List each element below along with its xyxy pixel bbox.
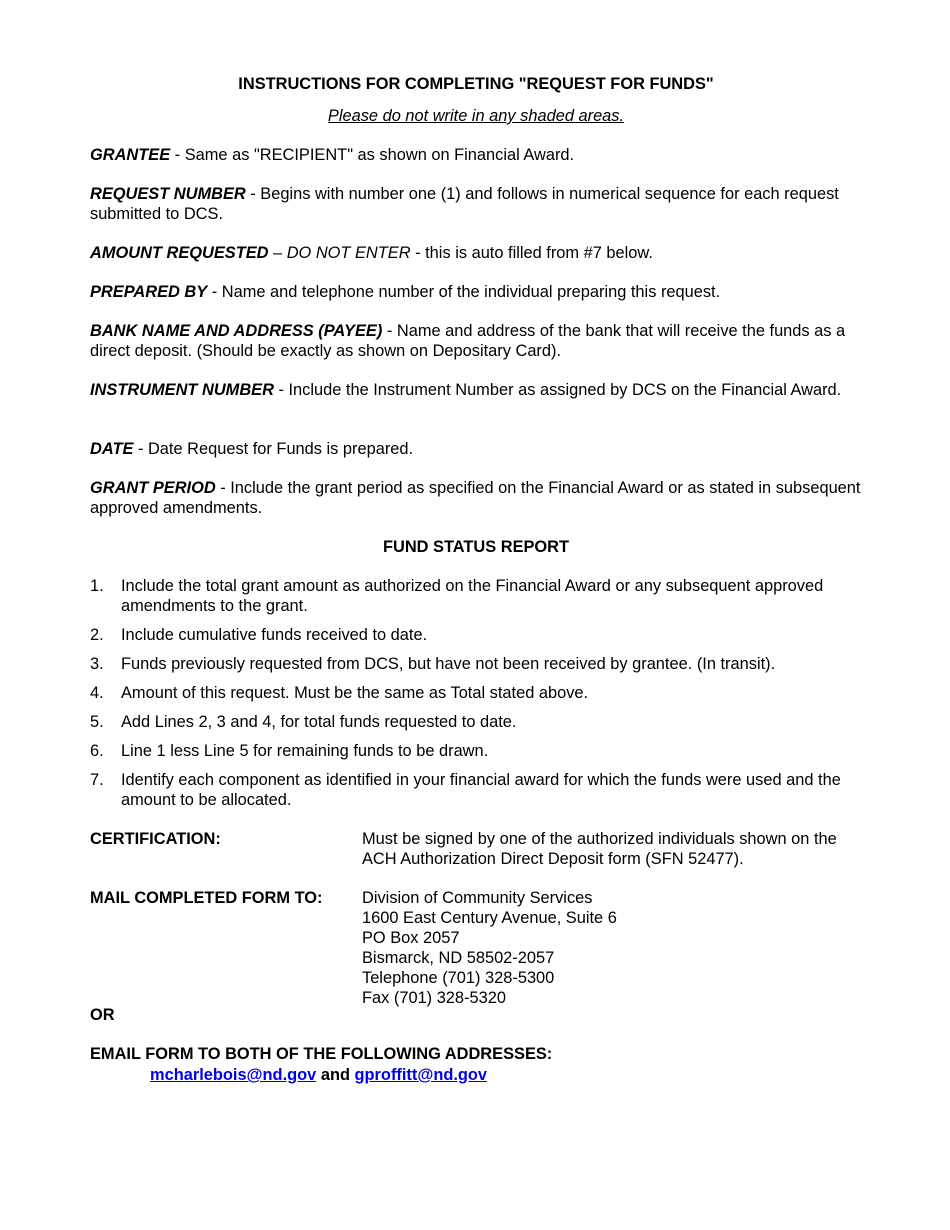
field-grant-period xyxy=(90,478,862,518)
field-desc: - Include the Instrument Number as assigned by DCS on the Financial Award. xyxy=(273,381,842,399)
email-link-gproffitt[interactable]: gproffitt@nd.gov xyxy=(354,1066,488,1084)
list-item-text: Add Lines 2, 3 and 4, for total funds requested to date. xyxy=(121,713,517,731)
field-term: AMOUNT REQUESTED xyxy=(90,244,269,262)
list-item xyxy=(90,576,862,616)
fund-status-list xyxy=(90,576,862,819)
list-item xyxy=(90,741,862,761)
list-item-text: Line 1 less Line 5 for remaining funds to be drawn. xyxy=(121,742,489,760)
list-item-text: Funds previously requested from DCS, but have not been received by grantee. (In transit). xyxy=(121,655,776,673)
certification-label: CERTIFICATION: xyxy=(90,830,221,848)
field-grantee xyxy=(90,145,862,165)
field-desc: - Name and telephone number of the individual preparing this request. xyxy=(207,283,721,301)
list-item xyxy=(90,770,862,810)
field-term: DATE xyxy=(90,440,134,458)
list-item-number: 4. xyxy=(90,684,104,702)
list-item-number: 5. xyxy=(90,713,104,731)
field-desc: - Same as "RECIPIENT" as shown on Financial Award. xyxy=(170,146,575,164)
field-desc: - Date Request for Funds is prepared. xyxy=(133,440,414,458)
field-term: BANK NAME AND ADDRESS (PAYEE) xyxy=(90,322,383,340)
field-note: – DO NOT ENTER xyxy=(268,244,411,262)
field-term: GRANTEE xyxy=(90,146,171,164)
mail-label: MAIL COMPLETED FORM TO: xyxy=(90,889,323,907)
list-item-number: 7. xyxy=(90,771,104,789)
list-item xyxy=(90,625,862,645)
or-label: OR xyxy=(90,1006,115,1024)
fund-status-heading: FUND STATUS REPORT xyxy=(382,538,570,556)
list-item-number: 1. xyxy=(90,577,104,595)
list-item-text: Amount of this request. Must be the same as Total stated above. xyxy=(121,684,589,702)
field-term: PREPARED BY xyxy=(90,283,208,301)
field-desc: - Include the grant period as specified on the Financial Award or as stated in subsequent approved amendments. xyxy=(90,479,861,517)
field-term: INSTRUMENT NUMBER xyxy=(90,381,274,399)
list-item-number: 2. xyxy=(90,626,104,644)
field-desc: - Name and address of the bank that will receive the funds as a direct deposit. (Should be exactly as shown on Depositary Card). xyxy=(90,322,846,360)
certification-text: Must be signed by one of the authorized individuals shown on the ACH Authorization Direct Deposit form (SFN 52477). xyxy=(362,830,837,868)
page-title: INSTRUCTIONS FOR COMPLETING "REQUEST FOR FUNDS" xyxy=(238,75,714,93)
email-conjunction: and xyxy=(320,1066,350,1084)
field-date xyxy=(90,439,862,459)
field-instrument-number xyxy=(90,380,862,400)
email-link-mcharlebois[interactable]: mcharlebois@nd.gov xyxy=(150,1066,317,1084)
address-line: Fax (701) 328-5320 xyxy=(362,989,506,1007)
field-term: REQUEST NUMBER xyxy=(90,185,246,203)
list-item-text: Identify each component as identified in your financial award for which the funds were used and the amount to be allocated. xyxy=(121,771,841,809)
address-line: PO Box 2057 xyxy=(362,929,460,947)
email-addresses xyxy=(150,1065,487,1085)
field-term: GRANT PERIOD xyxy=(90,479,216,497)
field-desc: - this is auto filled from #7 below. xyxy=(410,244,653,262)
list-item xyxy=(90,654,862,674)
list-item-number: 3. xyxy=(90,655,104,673)
list-item xyxy=(90,683,862,703)
page-subtitle: Please do not write in any shaded areas. xyxy=(327,107,625,125)
field-amount-requested xyxy=(90,243,862,263)
address-line: Division of Community Services xyxy=(362,889,593,907)
list-item-text: Include the total grant amount as authorized on the Financial Award or any subsequent approved amendments to the grant. xyxy=(121,577,824,615)
address-line: Bismarck, ND 58502-2057 xyxy=(362,949,555,967)
mail-address xyxy=(362,888,862,1008)
email-heading: EMAIL FORM TO BOTH OF THE FOLLOWING ADDRESSES: xyxy=(90,1045,553,1063)
field-prepared-by xyxy=(90,282,862,302)
field-request-number xyxy=(90,184,862,224)
address-line: Telephone (701) 328-5300 xyxy=(362,969,555,987)
list-item-text: Include cumulative funds received to date. xyxy=(121,626,428,644)
address-line: 1600 East Century Avenue, Suite 6 xyxy=(362,909,617,927)
list-item-number: 6. xyxy=(90,742,104,760)
field-desc: - Begins with number one (1) and follows in numerical sequence for each request submitted to DCS. xyxy=(90,185,839,223)
field-bank-name xyxy=(90,321,862,361)
list-item xyxy=(90,712,862,732)
